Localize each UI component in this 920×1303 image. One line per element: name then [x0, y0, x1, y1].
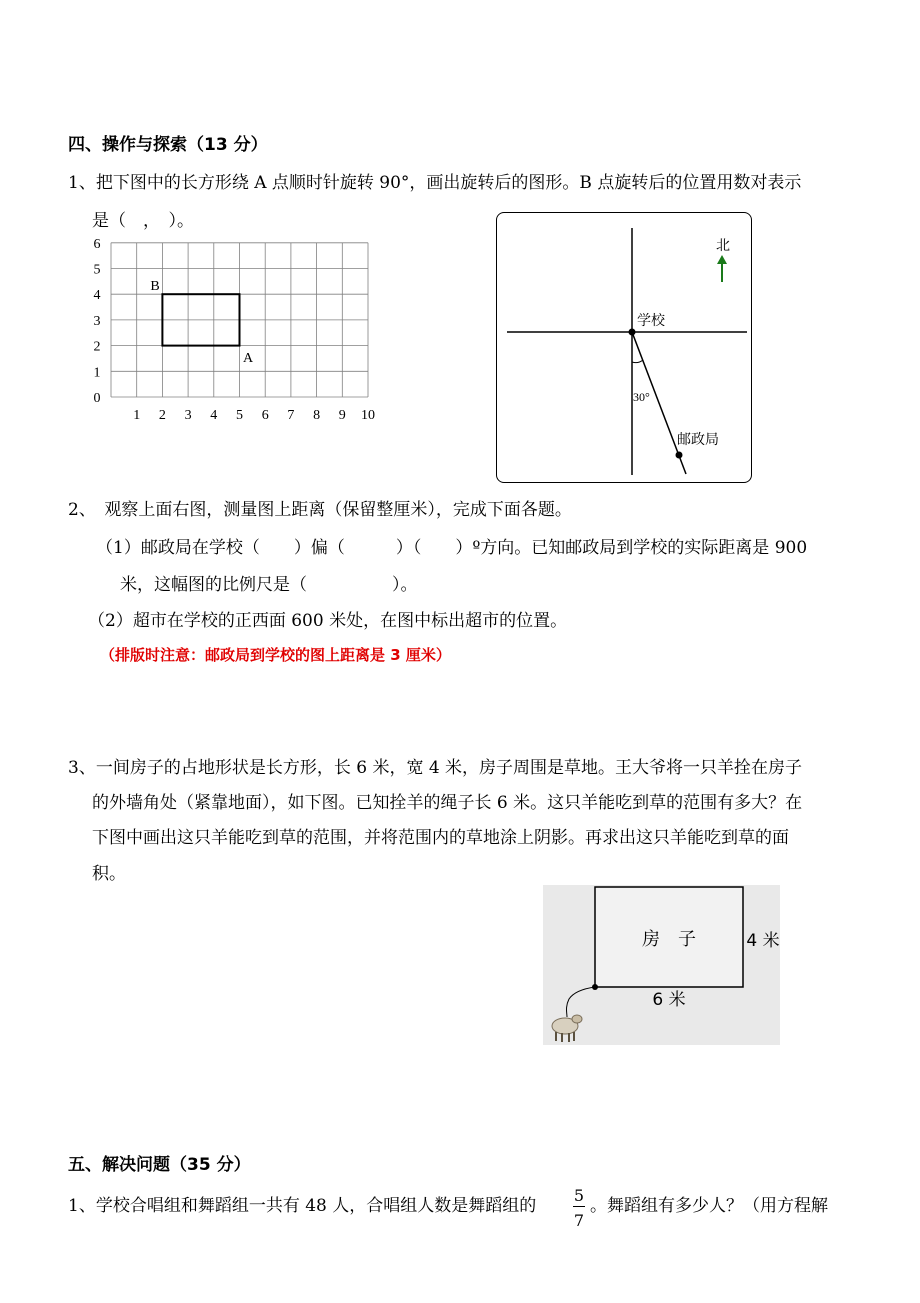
north-arrowhead-icon [717, 255, 727, 264]
house-diagram [543, 885, 780, 1045]
x-tick-label: 3 [184, 408, 192, 423]
section5-title: 五、解决问题（35 分） [68, 1155, 251, 1175]
q2-1-line2: 米，这幅图的比例尺是（ ）。 [120, 575, 418, 595]
x-tick-label: 5 [236, 408, 243, 423]
section4-title: 四、操作与探索（13 分） [68, 135, 268, 155]
y-tick-label: 6 [93, 236, 101, 252]
rope-line [567, 987, 596, 1017]
point-a-label: A [242, 351, 254, 366]
q2-line1: 2、 观察上面右图，测量图上距离（保留整厘米），完成下面各题。 [68, 500, 572, 520]
x-tick-label: 10 [361, 408, 375, 423]
school-label: 学校 [637, 313, 665, 329]
post-office-label: 邮政局 [677, 432, 719, 448]
north-label: 北 [716, 238, 730, 254]
house-length-label: 6 米 [652, 990, 686, 1010]
point-b-label: B [150, 279, 160, 294]
s5-q1-before: 1、学校合唱组和舞蹈组一共有 48 人，合唱组人数是舞蹈组的 [68, 1196, 537, 1216]
q3-line2: 的外墙角处（紧靠地面），如下图。已知拴羊的绳子长 6 米。这只羊能吃到草的范围有多大？在 [92, 793, 803, 813]
sheep-icon [552, 1015, 582, 1042]
q3-line1: 3、一间房子的占地形状是长方形，长 6 米，宽 4 米，房子周围是草地。王大爷将一只羊拴在房子 [68, 758, 803, 778]
y-tick-label: 1 [93, 365, 101, 381]
fraction-numerator: 5 [573, 1186, 585, 1205]
y-tick-label: 0 [93, 391, 101, 406]
angle-arc [632, 360, 643, 363]
x-tick-label: 9 [338, 408, 346, 423]
direction-map [496, 212, 752, 483]
post-office-dot [676, 452, 683, 459]
y-tick-label: 4 [93, 288, 101, 304]
x-tick-label: 2 [158, 408, 166, 423]
layout-note: （排版时注意：邮政局到学校的图上距离是 3 厘米） [100, 646, 451, 664]
coordinate-grid [85, 235, 385, 430]
angle-label: 30° [633, 390, 650, 404]
q3-line3: 下图中画出这只羊能吃到草的范围，并将范围内的草地涂上阴影。再求出这只羊能吃到草的面 [92, 828, 789, 848]
q1-line1: 1、把下图中的长方形绕 A 点顺时针旋转 90°，画出旋转后的图形。B 点旋转后的位置用数对表示 [68, 173, 802, 193]
fraction-denominator: 7 [573, 1211, 585, 1230]
x-tick-label: 7 [287, 408, 295, 423]
x-tick-label: 4 [210, 408, 218, 423]
q1-line2: 是（ ， ）。 [92, 211, 194, 231]
q3-line4: 积。 [92, 864, 126, 884]
x-tick-label: 8 [313, 408, 321, 423]
y-tick-label: 3 [93, 313, 101, 329]
fraction-bar [573, 1206, 585, 1207]
x-tick-label: 6 [261, 408, 269, 423]
y-tick-label: 5 [93, 262, 101, 278]
q2-1-line1: （1）邮政局在学校（ ）偏（ ）（ ）º方向。已知邮政局到学校的实际距离是 900 [96, 538, 808, 558]
y-tick-label: 2 [93, 339, 101, 355]
s5-q1-after: 。舞蹈组有多少人？（用方程解 [590, 1196, 828, 1216]
school-dot [629, 329, 636, 336]
house-label: 房 子 [642, 929, 696, 950]
x-tick-label: 1 [133, 408, 141, 423]
house-width-label: 4 米 [746, 931, 780, 951]
q2-2: （2）超市在学校的正西面 600 米处，在图中标出超市的位置。 [88, 611, 568, 631]
